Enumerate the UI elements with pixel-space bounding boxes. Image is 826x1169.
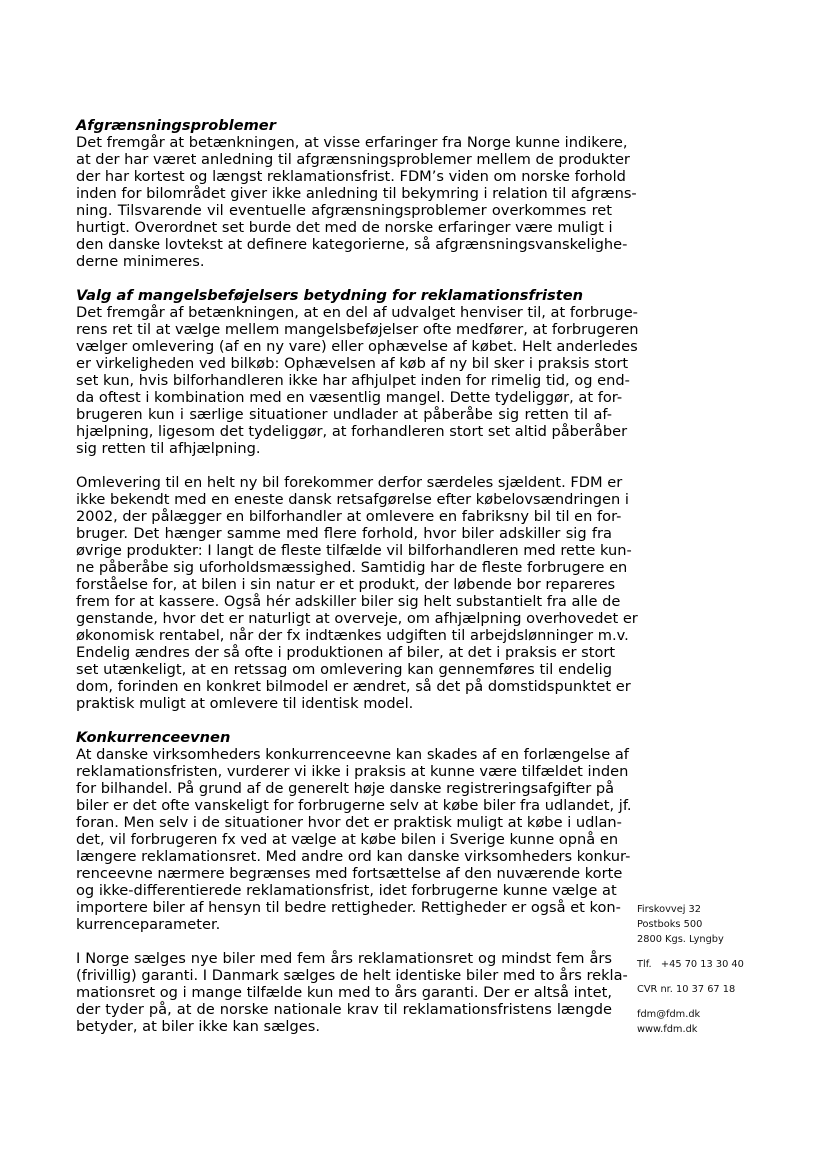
- paragraph: [76, 950, 628, 1035]
- section-heading: Konkurrenceevnen: [76, 729, 231, 746]
- email-address: fdm@fdm.dk: [637, 1009, 701, 1020]
- main-text-column: [76, 117, 639, 1035]
- text-line: den danske lovtekst at definere kategorierne, så afgrænsningsvanskelighe-: [76, 236, 628, 253]
- text-line: set utænkeligt, at en retssag om omlevering kan gennemføres til endelig: [76, 661, 612, 678]
- text-line: der tyder på, at de norske nationale krav til reklamationsfristens længde: [76, 1001, 612, 1018]
- text-line: At danske virksomheders konkurrenceevne kan skades af en forlængelse af: [76, 746, 629, 763]
- text-line: for bilhandel. På grund af de generelt høje danske registreringsafgifter på: [76, 780, 615, 797]
- text-line: bruger. Det hænger samme med flere forhold, hvor biler adskiller sig fra: [76, 525, 612, 542]
- text-line: Det fremgår at betænkningen, at visse erfaringer fra Norge kunne indikere,: [76, 134, 628, 151]
- text-line: I Norge sælges nye biler med fem års reklamationsret og mindst fem års: [76, 950, 612, 967]
- text-line: set kun, hvis bilforhandleren ikke har afhjulpet inden for rimelig tid, og end-: [76, 372, 630, 389]
- text-line: vælger omlevering (af en ny vare) eller ophævelse af købet. Helt anderledes: [76, 338, 638, 355]
- text-line: dom, forinden en konkret bilmodel er ændret, så det på domstidspunktet er: [76, 678, 631, 695]
- section: [76, 729, 632, 1035]
- cvr-number: CVR nr. 10 37 67 18: [637, 984, 736, 995]
- text-line: sig retten til afhjælpning.: [76, 440, 261, 457]
- address-pobox: Postboks 500: [637, 919, 703, 930]
- text-line: er virkeligheden ved bilkøb: Ophævelsen af køb af ny bil sker i praksis stort: [76, 355, 629, 372]
- text-line: der har kortest og længst reklamationsfrist. FDM’s viden om norske forhold: [76, 168, 626, 185]
- text-line: betyder, at biler ikke kan sælges.: [76, 1018, 320, 1035]
- text-line: længere reklamationsret. Med andre ord kan danske virksomheders konkur-: [76, 848, 631, 865]
- phone-number: Tlf. +45 70 13 30 40: [637, 959, 744, 970]
- text-line: derne minimeres.: [76, 253, 205, 270]
- address-street: Firskovvej 32: [637, 904, 702, 915]
- sender-info-sidebar: [637, 902, 807, 1047]
- text-line: reklamationsfristen, vurderer vi ikke i praksis at kunne være tilfældet inden: [76, 763, 629, 780]
- website-address: www.fdm.dk: [637, 1024, 698, 1035]
- text-line: biler er det ofte vanskeligt for forbrugerne selv at købe biler fra udlandet, jf.: [76, 797, 632, 814]
- text-line: forståelse for, at bilen i sin natur er et produkt, der løbende bor repareres: [76, 576, 616, 593]
- text-line: Endelig ændres der så ofte i produktionen af biler, at det i praksis er stort: [76, 644, 616, 661]
- text-line: rens ret til at vælge mellem mangelsbeføjelser ofte medfører, at forbrugeren: [76, 321, 639, 338]
- text-line: øvrige produkter: I langt de fleste tilfælde vil bilforhandleren med rette kun-: [76, 542, 632, 559]
- text-line: hjælpning, ligesom det tydeliggør, at forhandleren stort set altid påberåber: [76, 423, 628, 440]
- text-line: renceevne nærmere begrænses med fortsættelse af den nuværende korte: [76, 865, 623, 882]
- section: [76, 117, 637, 270]
- text-line: 2002, der pålægger en bilforhandler at omlevere en fabriksny bil til en for-: [76, 508, 622, 525]
- text-line: ne påberåbe sig uforholdsmæssighed. Samtidig har de fleste forbrugere en: [76, 559, 628, 576]
- text-line: inden for bilområdet giver ikke anledning til bekymring i relation til afgræns-: [76, 185, 637, 202]
- address-city: 2800 Kgs. Lyngby: [637, 934, 724, 945]
- phone-block: [637, 957, 807, 972]
- text-line: brugeren kun i særlige situationer undlader at påberåbe sig retten til af-: [76, 406, 612, 423]
- text-line: økonomisk rentabel, når der fx indtænkes udgiften til arbejdslønninger m.v.: [76, 627, 629, 644]
- address-block: [637, 902, 807, 947]
- text-line: mationsret og i mange tilfælde kun med to års garanti. Der er altså intet,: [76, 984, 612, 1001]
- text-line: Omlevering til en helt ny bil forekommer derfor særdeles sjældent. FDM er: [76, 474, 623, 491]
- text-line: ikke bekendt med en eneste dansk retsafgørelse efter købelovsændringen i: [76, 491, 629, 508]
- text-line: kurrenceparameter.: [76, 916, 221, 933]
- paragraph: [76, 134, 637, 270]
- section-heading: Afgrænsningsproblemer: [76, 117, 276, 134]
- text-line: frem for at kassere. Også hér adskiller biler sig helt substantielt fra alle de: [76, 593, 621, 610]
- section-gap: [76, 270, 612, 287]
- cvr-block: [637, 982, 807, 997]
- section-heading: Valg af mangelsbeføjelsers betydning for reklamationsfristen: [76, 287, 583, 304]
- text-line: det, vil forbrugeren fx ved at vælge at købe bilen i Sverige kunne opnå en: [76, 831, 619, 848]
- paragraph: [76, 746, 632, 933]
- section: [76, 287, 639, 712]
- paragraph-gap: [76, 933, 612, 950]
- contact-block: [637, 1007, 807, 1037]
- text-line: (frivillig) garanti. I Danmark sælges de helt identiske biler med to års rekla-: [76, 967, 628, 984]
- paragraph-gap: [76, 457, 612, 474]
- section-gap: [76, 712, 612, 729]
- text-line: da oftest i kombination med en væsentlig mangel. Dette tydeliggør, at for-: [76, 389, 623, 406]
- paragraph: [76, 304, 639, 457]
- text-line: importere biler af hensyn til bedre rettigheder. Rettigheder er også et kon-: [76, 899, 621, 916]
- text-line: foran. Men selv i de situationer hvor det er praktisk muligt at købe i udlan-: [76, 814, 622, 831]
- text-line: genstande, hvor det er naturligt at overveje, om afhjælpning overhovedet er: [76, 610, 638, 627]
- paragraph: [76, 474, 638, 712]
- text-line: hurtigt. Overordnet set burde det med de norske erfaringer være muligt i: [76, 219, 613, 236]
- text-line: ning. Tilsvarende vil eventuelle afgrænsningsproblemer overkommes ret: [76, 202, 612, 219]
- text-line: praktisk muligt at omlevere til identisk model.: [76, 695, 414, 712]
- text-line: at der har været anledning til afgrænsningsproblemer mellem de produkter: [76, 151, 630, 168]
- text-line: Det fremgår af betænkningen, at en del af udvalget henviser til, at forbruge-: [76, 304, 638, 321]
- text-line: og ikke-differentierede reklamationsfrist, idet forbrugerne kunne vælge at: [76, 882, 617, 899]
